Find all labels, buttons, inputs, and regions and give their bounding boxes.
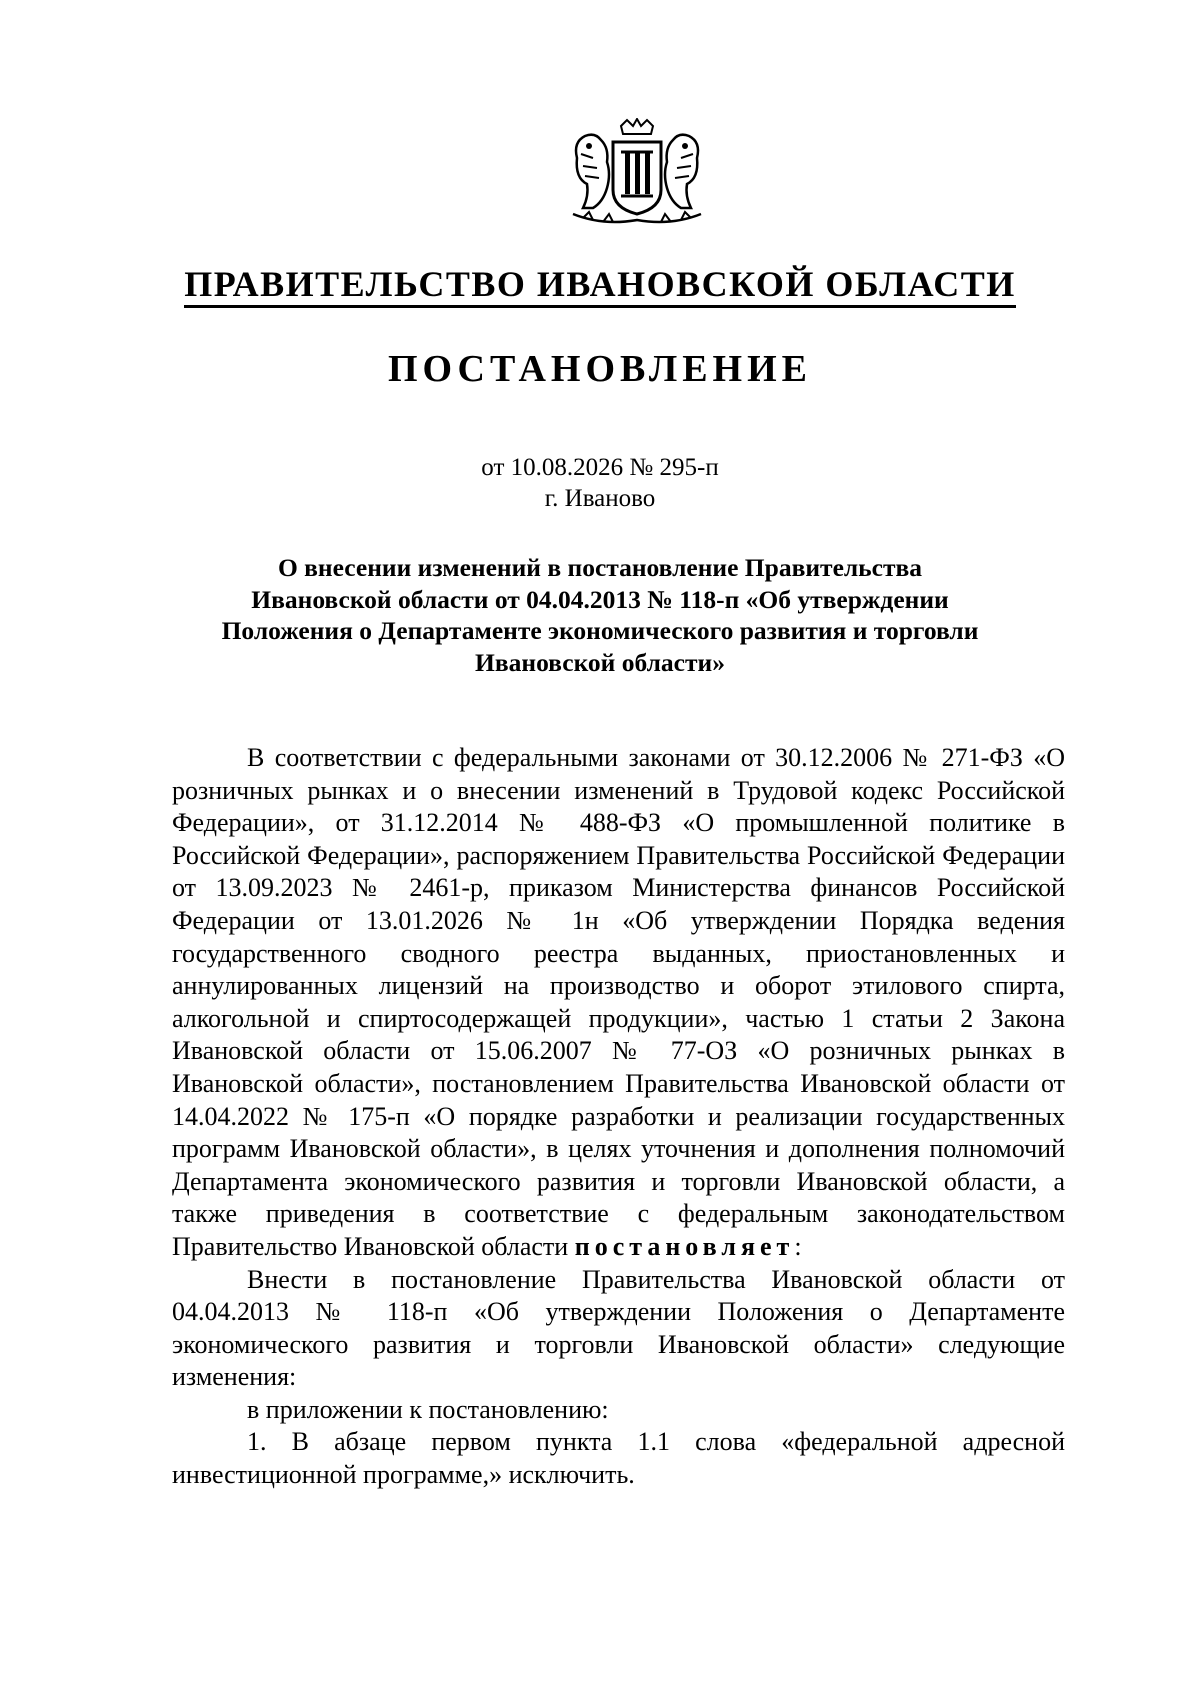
preamble-end: : [794,1231,802,1261]
government-title [0,262,1200,306]
heading-line-2: Ивановской области от 04.04.2013 № 118-п «Об утверждении [251,584,949,614]
amendment-intro-paragraph: Внести в постановление Правительства Ивановской области от 04.04.2013 № 118-п «Об утверждении Положения о Департаменте экономического развития и торговли Ивановской области» следующие изменения: [172,1264,1065,1392]
preamble-paragraph [172,742,1065,1264]
clause-1-paragraph: 1. В абзаце первом пункта 1.1 слова «федеральной адресной инвестиционной программе,» исключить. [172,1427,1065,1490]
preamble-text: В соответствии с федеральными законами от 30.12.2006 № 271-ФЗ «О розничных рынках и о внесении изменений в Трудовой кодекс Российской Федерации», от 31.12.2014 № 488-ФЗ «О промышленной политике в Российской Федерации», распоряжением Правительства Российской Федерации от 13.09.2023 № 2461-р, приказом Министерства финансов Российской Федерации от 13.01.2026 № 1н «Об утверждении Порядка ведения государственного сводного реестра выданных, приостановленных и аннулированных лицензий на производство и оборот этилового спирта, алкогольной и спиртосодержащей продукции», частью 1 статьи 2 Закона Ивановской области от 15.06.2007 № 77-ОЗ «О розничных рынках в Ивановской области», постановлением Правительства Ивановской области от 14.04.2022 № 175-п «О порядке разработки и реализации государственных программ Ивановской области», в целях уточнения и дополнения полномочий Департамента экономического развития и торговли Ивановской области, а также приведения в соответствие с федеральным законодательством Правительство Ивановской области [172,743,1065,1261]
heading-line-1: О внесении изменений в постановление Правительства [277,553,923,582]
coat-of-arms-icon [563,118,711,228]
heading-line-4: Ивановской области» [475,647,725,677]
document-heading [160,552,1040,678]
document-type: ПОСТАНОВЛЕНИЕ [387,348,813,390]
decree-word: постановляет [574,1231,795,1261]
government-title-text: ПРАВИТЕЛЬСТВО ИВАНОВСКОЙ ОБЛАСТИ [184,264,1016,308]
document-city: г. Иваново [544,485,656,512]
appendix-paragraph: в приложении к постановлению: [247,1394,609,1424]
heading-line-3: Положения о Департаменте экономического развития и торговли [221,616,979,645]
document-date-number: от 10.08.2026 № 295-п [481,454,719,481]
document-body [172,742,1065,1492]
